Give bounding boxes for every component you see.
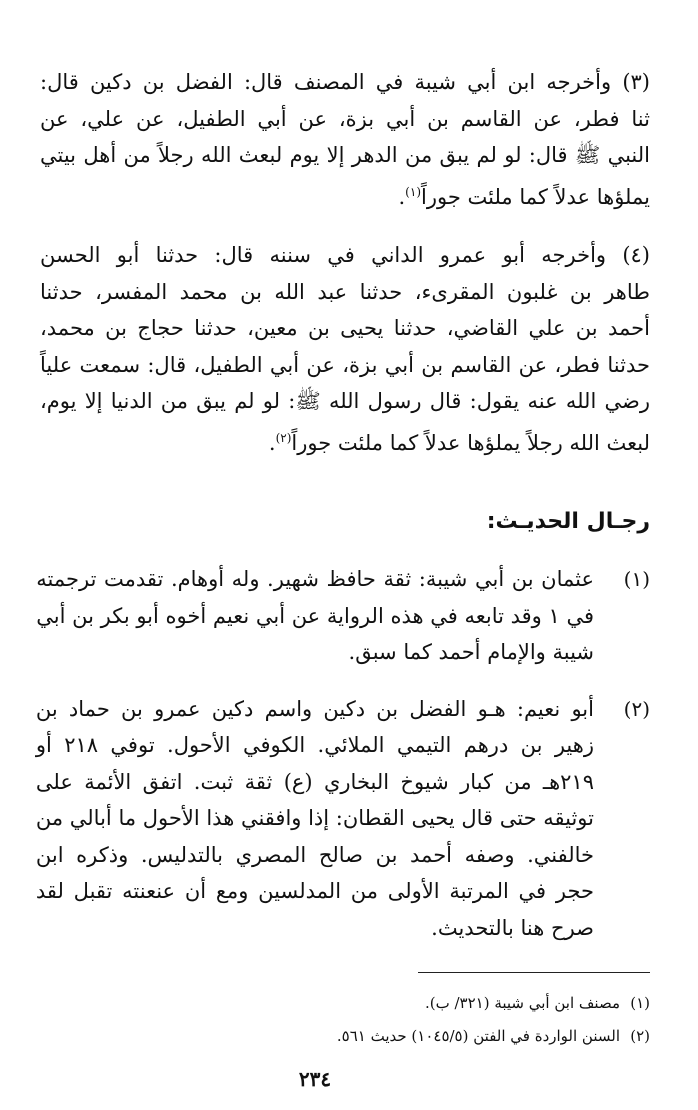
entry-body [36, 561, 594, 671]
entry-line: أبو نعيم: هـو الفضل بن دكين واسم دكين عمرو بن حماد بن [35, 696, 594, 721]
paragraph-line-text: لبعث الله رجلاً يملؤها عدلاً كما ملئت جوراً [291, 430, 650, 455]
paragraph-line-last: يملؤها عدلاً كما ملئت جوراً$^{(١)}$. [398, 184, 650, 209]
paragraph-line: حدثنا فطر، عن القاسم بن أبي بزة، عن أبي الطفيل، قال: سمعت علياً [40, 352, 650, 377]
entry-line: عثمان بن أبي شيبة: ثقة حافظ شهير. وله أوهام. تقدمت ترجمته [36, 567, 594, 591]
paragraph-line-last: لبعث الله رجلاً يملؤها عدلاً كما ملئت جوراً$^{(٢)}$. [268, 430, 650, 455]
entry-line-last: صرح هنا بالتحديث. [431, 915, 594, 940]
entry-body [36, 691, 594, 947]
footnote-text: السنن الواردة في الفتن (١٠٤٥/٥) حديث ٥٦١. [336, 1027, 620, 1045]
paragraph-line: (٣) وأخرجه ابن أبي شيبة في المصنف قال: الفضل بن دكين قال: [40, 70, 650, 94]
page-number: ٢٣٤ [298, 1067, 332, 1091]
document-page [35, 64, 650, 1091]
footnote-number: (١) [630, 994, 650, 1012]
entry-line: في ١ وقد تابعه في هذه الرواية عن أبي نعيم أخوه أبو بكر بن أبي [36, 603, 594, 628]
entry-line-last: شيبة والإمام أحمد كما سبق. [348, 640, 594, 664]
footnote-text: مصنف ابن أبي شيبة (٣٢١/ ب). [424, 994, 620, 1012]
entry-line: زهير بن درهم التيمي الملائي. الكوفي الأحول. توفي ٢١٨ أو [35, 733, 594, 757]
paragraph-line: النبي ﷺ قال: لو لم يبق من الدهر إلا يوم لبعث الله رجلاً من أهل بيتي [40, 143, 650, 167]
footnote-separator [418, 972, 650, 973]
paragraph-4 [40, 237, 650, 461]
section-heading: رجـال الحديـث: [486, 509, 650, 534]
footnotes [40, 987, 650, 1053]
footnote-2 [40, 1020, 650, 1053]
narrator-entry-2 [35, 691, 650, 947]
paragraph-line: أحمد بن علي القاضي، حدثنا يحيى بن معين، حدثنا حجاج بن محمد، [40, 316, 650, 340]
entry-number: (٢) [623, 696, 650, 721]
paragraph-line: رضي الله عنه يقول: قال رسول الله ﷺ: لو لم يبق من الدنيا إلا يوم، [40, 389, 650, 413]
entry-number: (١) [623, 567, 650, 591]
entry-line: حجر في المرتبة الأولى من المدلسين ومع أن عنعنته تقبل لقد [35, 879, 594, 903]
paragraph-line: (٤) وأخرجه أبو عمرو الداني في سننه قال: حدثنا أبو الحسن [40, 243, 650, 267]
footnote-ref-2: (٢) [275, 430, 292, 445]
entry-line: توثيقه حتى قال يحيى القطان: إذا وافقني هذا الأحول ما أبالي من [35, 806, 594, 830]
paragraph-3 [40, 64, 650, 215]
entry-line: ٢١٩هـ من كبار شيوخ البخاري (ع) ثقة ثبت. اتفق الأئمة على [35, 769, 594, 794]
footnote-ref-1: (١) [405, 184, 421, 199]
paragraph-line-text: يملؤها عدلاً كما ملئت جوراً [421, 184, 650, 209]
paragraph-line: طاهر بن غلبون المقرىء، حدثنا عبد الله بن محمد المفسر، حدثنا [40, 279, 650, 304]
narrator-entry-1 [36, 561, 650, 671]
entry-line: خالفني. وصفه أحمد بن صالح المصري بالتدليس. وذكره ابن [35, 842, 594, 867]
paragraph-line: ثنا فطر، عن القاسم بن أبي بزة، عن أبي الطفيل، عن علي، عن [40, 106, 650, 131]
footnote-number: (٢) [630, 1027, 650, 1045]
footnote-1 [40, 987, 650, 1020]
